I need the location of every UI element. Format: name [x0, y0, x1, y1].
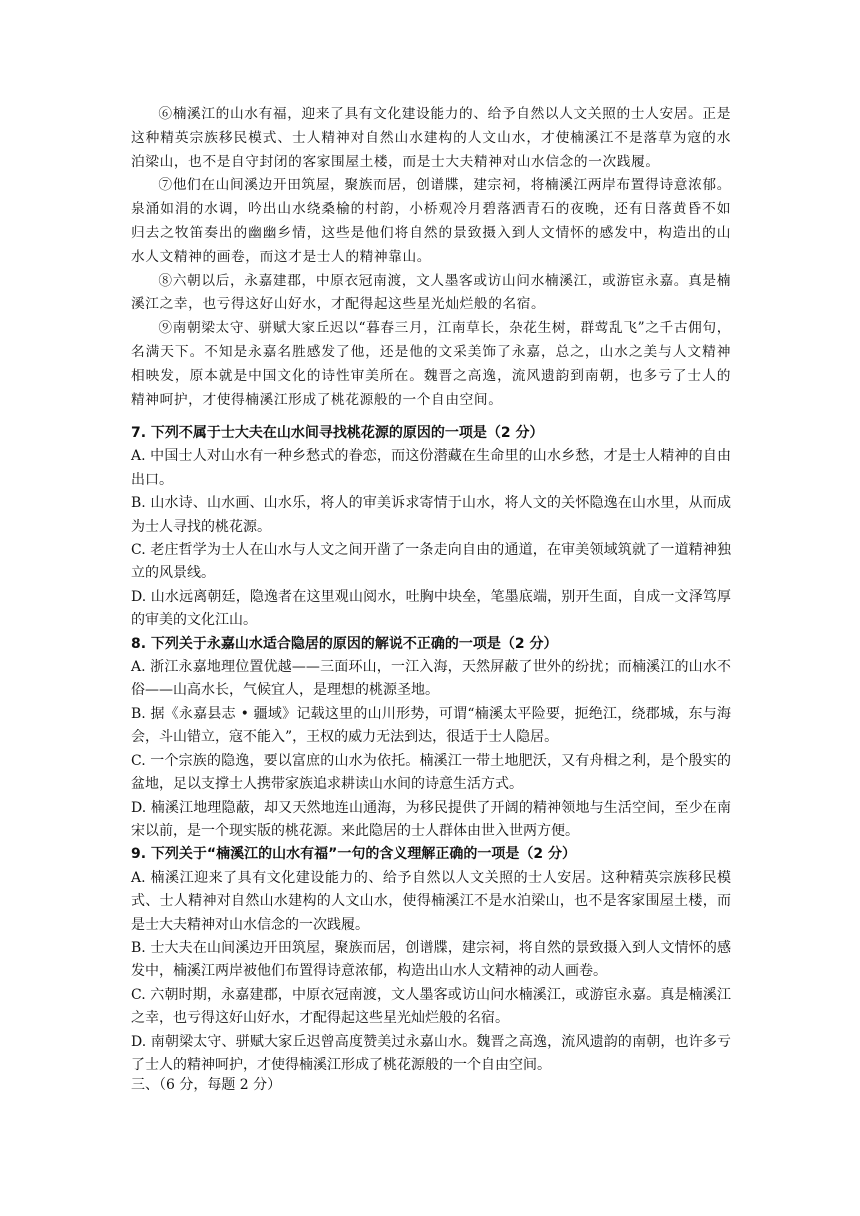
question-title: 8. 下列关于永嘉山水适合隐居的原因的解说不正确的一项是（2 分）	[131, 635, 558, 652]
option-b: B. 士大夫在山间溪边开田筑屋，聚族而居，创谱牒，建宗祠，将自然的景致摄入到人文情怀的感发中，楠溪江两岸被他们布置得诗意浓郁，构造出山水人文精神的动人画卷。	[131, 939, 731, 980]
passage-paragraph-9: ⑨南朝梁太守、骈赋大家丘迟以“暮春三月，江南草长，杂花生树，群莺乱飞”之千古佣句，名满天下。不知是永嘉名胜感发了他，还是他的文采美饰了永嘉，总之，山水之美与人文精神相映发，原本就是中国文化的诗性审美所在。魏晋之高逸，流风遗韵到南朝，也多亏了士人的精神呵护，才使得楠溪江形成了桃花源般的一个自由空间。	[131, 320, 731, 408]
passage-paragraph-8: ⑧六朝以后，永嘉建郡，中原衣冠南渡，文人墨客或访山问水楠溪江，或游宦永嘉。真是楠溪江之幸，也亏得这好山好水，才配得起这些星光灿烂般的名宿。	[131, 272, 731, 313]
question-7	[131, 422, 731, 633]
question-title: 9. 下列关于“楠溪江的山水有福”一句的含义理解正确的一项是（2 分）	[131, 846, 576, 863]
option-c: C. 一个宗族的隐逸，要以富庶的山水为依托。楠溪江一带土地肥沃，又有舟楫之利，是个殷实的盆地，足以支撑士人携带家族追求耕读山水间的诗意生活方式。	[131, 752, 731, 793]
question-list	[131, 422, 731, 1077]
passage-paragraph-7: ⑦他们在山间溪边开田筑屋，聚族而居，创谱牒，建宗祠，将楠溪江两岸布置得诗意浓郁。泉涌如涓的水调，吟出山水绕桑榆的村韵，小桥观冷月碧落洒青石的夜晚，还有日落黄昏不如归去之牧笛奏出的幽幽乡情，这些是他们将自然的景致摄入到人文情怀的感发中，构造出的山水人文精神的画卷，而这才是士人的精神靠山。	[131, 177, 731, 265]
option-d: D. 南朝梁太守、骈赋大家丘迟曾高度赞美过永嘉山水。魏晋之高逸，流风遗韵的南朝，也许多亏了士人的精神呵护，才使得楠溪江形成了桃花源般的一个自由空间。	[131, 1033, 731, 1073]
option-a: A. 中国士人对山水有一种乡愁式的眷恋，而这份潜藏在生命里的山水乡愁，才是士人精神的自由出口。	[131, 448, 731, 488]
option-c: C. 六朝时期，永嘉建郡，中原衣冠南渡，文人墨客或访山问水楠溪江，或游宦永嘉。真是楠溪江之幸，也亏得这好山好水，才配得起这些星光灿烂般的名宿。	[131, 986, 731, 1027]
section-heading: 三、（6 分，每题 2 分）	[131, 1077, 282, 1093]
option-a: A. 浙江永嘉地理位置优越——三面环山，一江入海，天然屏蔽了世外的纷扰；而楠溪江的山水不俗——山高水长，气候宜人，是理想的桃源圣地。	[131, 659, 731, 699]
option-d: D. 楠溪江地理隐蔽，却又天然地连山通海，为移民提供了开阔的精神领地与生活空间，至少在南宋以前，是一个现实版的桃花源。来此隐居的士人群体由世入世两方便。	[131, 799, 731, 839]
question-9	[131, 843, 731, 1077]
option-b: B. 据《永嘉县志 • 疆域》记载这里的山川形势，可谓“楠溪太平险要，扼绝江，绕郡城，东与海会，斗山错立，寇不能入”，王权的威力无法到达，很适于士人隐居。	[131, 705, 731, 746]
option-a: A. 楠溪江迎来了具有文化建设能力的、给予自然以人文关照的士人安居。这种精英宗族移民模式、士人精神对自然山水建构的人文山水，使得楠溪江不是水泊梁山，也不是客家围屋土楼，而是士大夫精神对山水信念的一次践履。	[131, 869, 731, 933]
reading-passage	[131, 103, 731, 412]
option-d: D. 山水远离朝廷，隐逸者在这里观山阅水，吐胸中块垒，笔墨底端，别开生面，自成一文泽笃厚的审美的文化江山。	[131, 588, 731, 629]
option-b: B. 山水诗、山水画、山水乐，将人的审美诉求寄情于山水，将人文的关怀隐逸在山水里，从而成为士人寻找的桃花源。	[131, 495, 731, 535]
question-8	[131, 633, 731, 844]
option-c: C. 老庄哲学为士人在山水与人文之间开凿了一条走向自由的通道，在审美领域筑就了一道精神独立的风景线。	[131, 542, 731, 582]
passage-paragraph-6: ⑥楠溪江的山水有福，迎来了具有文化建设能力的、给予自然以人文关照的士人安居。正是这种精英宗族移民模式、士人精神对自然山水建构的人文山水，才使楠溪江不是落草为寇的水泊梁山，也不是自守封闭的客家围屋土楼，而是士大夫精神对山水信念的一次践履。	[131, 106, 731, 170]
question-title: 7. 下列不属于士大夫在山水间寻找桃花源的原因的一项是（2 分）	[131, 425, 544, 441]
